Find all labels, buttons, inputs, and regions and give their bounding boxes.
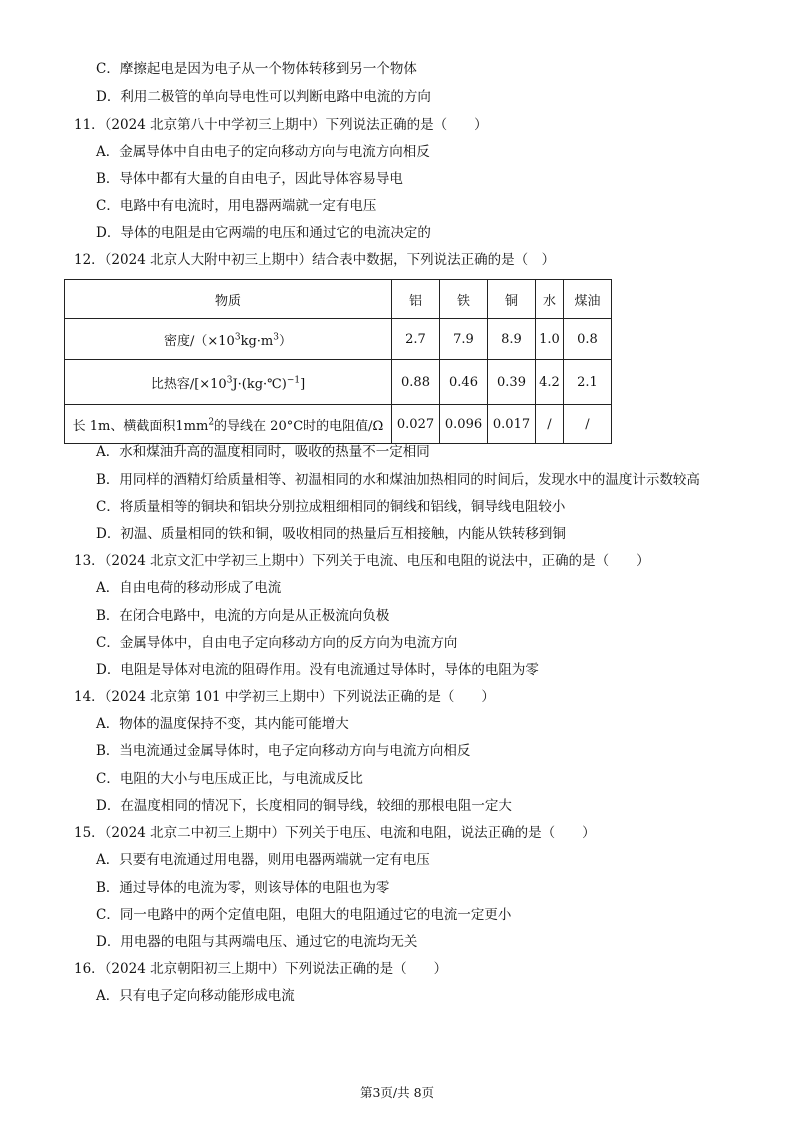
table-header-cell: 铜 xyxy=(488,280,536,319)
question-11-stem: 11．（2024 北京第八十中学初三上期中）下列说法正确的是（ ） xyxy=(74,117,488,133)
option-10-c: C．摩擦起电是因为电子从一个物体转移到另一个物体 xyxy=(96,61,417,77)
table-cell: 0.88 xyxy=(392,360,440,405)
option-12-c: C．将质量相等的铜块和铝块分别拉成粗细相同的铜线和铝线，铜导线电阻较小 xyxy=(96,499,566,515)
table-cell: / xyxy=(536,405,564,444)
option-11-b: B．导体中都有大量的自由电子，因此导体容易导电 xyxy=(96,171,403,187)
table-header-cell: 铝 xyxy=(392,280,440,319)
question-15-stem: 15．（2024 北京二中初三上期中）下列关于电压、电流和电阻，说法正确的是（ ） xyxy=(74,825,596,841)
table-cell: 2.7 xyxy=(392,319,440,360)
table-cell: 0.096 xyxy=(440,405,488,444)
table-row xyxy=(65,405,612,444)
option-15-c: C．同一电路中的两个定值电阻，电阻大的电阻通过它的电流一定更小 xyxy=(96,907,512,923)
table-cell: 4.2 xyxy=(536,360,564,405)
option-15-d: D．用电器的电阻与其两端电压、通过它的电流均无关 xyxy=(96,934,418,950)
option-14-a: A．物体的温度保持不变，其内能可能增大 xyxy=(96,716,349,732)
table-header-cell: 水 xyxy=(536,280,564,319)
option-14-b: B．当电流通过金属导体时，电子定向移动方向与电流方向相反 xyxy=(96,743,471,759)
row-label: 长 1m、横截面积$1mm^2$的导线在 20°C时的电阻值/Ω xyxy=(65,405,392,444)
option-15-b: B．通过导体的电流为零，则该导体的电阻也为零 xyxy=(96,880,390,896)
option-13-c: C．金属导体中，自由电子定向移动方向的反方向为电流方向 xyxy=(96,635,458,651)
table-header-cell: 铁 xyxy=(440,280,488,319)
question-14-stem: 14．（2024 北京第 101 中学初三上期中）下列说法正确的是（ ） xyxy=(74,689,495,705)
table-header-row xyxy=(65,280,612,319)
option-11-a: A．金属导体中自由电子的定向移动方向与电流方向相反 xyxy=(96,144,430,160)
option-15-a: A．只要有电流通过用电器，则用电器两端就一定有电压 xyxy=(96,852,430,868)
table-cell: 1.0 xyxy=(536,319,564,360)
table-cell: 7.9 xyxy=(440,319,488,360)
table-row xyxy=(65,319,612,360)
table-cell: 0.027 xyxy=(392,405,440,444)
option-12-a: A．水和煤油升高的温度相同时，吸收的热量不一定相同 xyxy=(96,444,430,460)
option-12-b: B．用同样的酒精灯给质量相等、初温相同的水和煤油加热相同的时间后，发现水中的温度计示数较高 xyxy=(96,472,700,488)
table-header-cell: 煤油 xyxy=(564,280,612,319)
table-cell: 2.1 xyxy=(564,360,612,405)
option-13-a: A．自由电荷的移动形成了电流 xyxy=(96,580,282,596)
question-13-stem: 13．（2024 北京文汇中学初三上期中）下列关于电流、电压和电阻的说法中，正确的是（ ） xyxy=(74,553,650,569)
option-12-d: D．初温、质量相同的铁和铜，吸收相同的热量后互相接触，内能从铁转移到铜 xyxy=(96,526,566,542)
properties-table xyxy=(64,279,612,444)
table-cell: 0.46 xyxy=(440,360,488,405)
table-cell: / xyxy=(564,405,612,444)
option-14-d: D．在温度相同的情况下，长度相同的铜导线，较细的那根电阻一定大 xyxy=(96,798,512,814)
page-footer: 第3页/共 8页 xyxy=(359,1085,435,1100)
option-16-a: A．只有电子定向移动能形成电流 xyxy=(96,988,295,1004)
table-cell: 8.9 xyxy=(488,319,536,360)
row-label: 比热容$/[\times 10^3J\cdot(kg\cdot℃)^{-1}]$ xyxy=(65,360,392,405)
option-13-b: B．在闭合电路中，电流的方向是从正极流向负极 xyxy=(96,608,390,624)
option-11-c: C．电路中有电流时，用电器两端就一定有电压 xyxy=(96,198,377,214)
row-label: 密度$/(\times 10^3kg\cdot m^3)$ xyxy=(65,319,392,360)
option-13-d: D．电阻是导体对电流的阻碍作用。没有电流通过导体时，导体的电阻为零 xyxy=(96,662,539,678)
table-header-cell: 物质 xyxy=(65,280,392,319)
question-12-stem: 12．（2024 北京人大附中初三上期中）结合表中数据，下列说法正确的是（ ） xyxy=(74,252,556,268)
table-cell: 0.8 xyxy=(564,319,612,360)
option-14-c: C．电阻的大小与电压成正比，与电流成反比 xyxy=(96,771,363,787)
option-11-d: D．导体的电阻是由它两端的电压和通过它的电流决定的 xyxy=(96,225,431,241)
question-16-stem: 16．（2024 北京朝阳初三上期中）下列说法正确的是（ ） xyxy=(74,961,448,977)
table-row xyxy=(65,360,612,405)
table-cell: 0.017 xyxy=(488,405,536,444)
table-cell: 0.39 xyxy=(488,360,536,405)
option-10-d: D．利用二极管的单向导电性可以判断电路中电流的方向 xyxy=(96,89,431,105)
